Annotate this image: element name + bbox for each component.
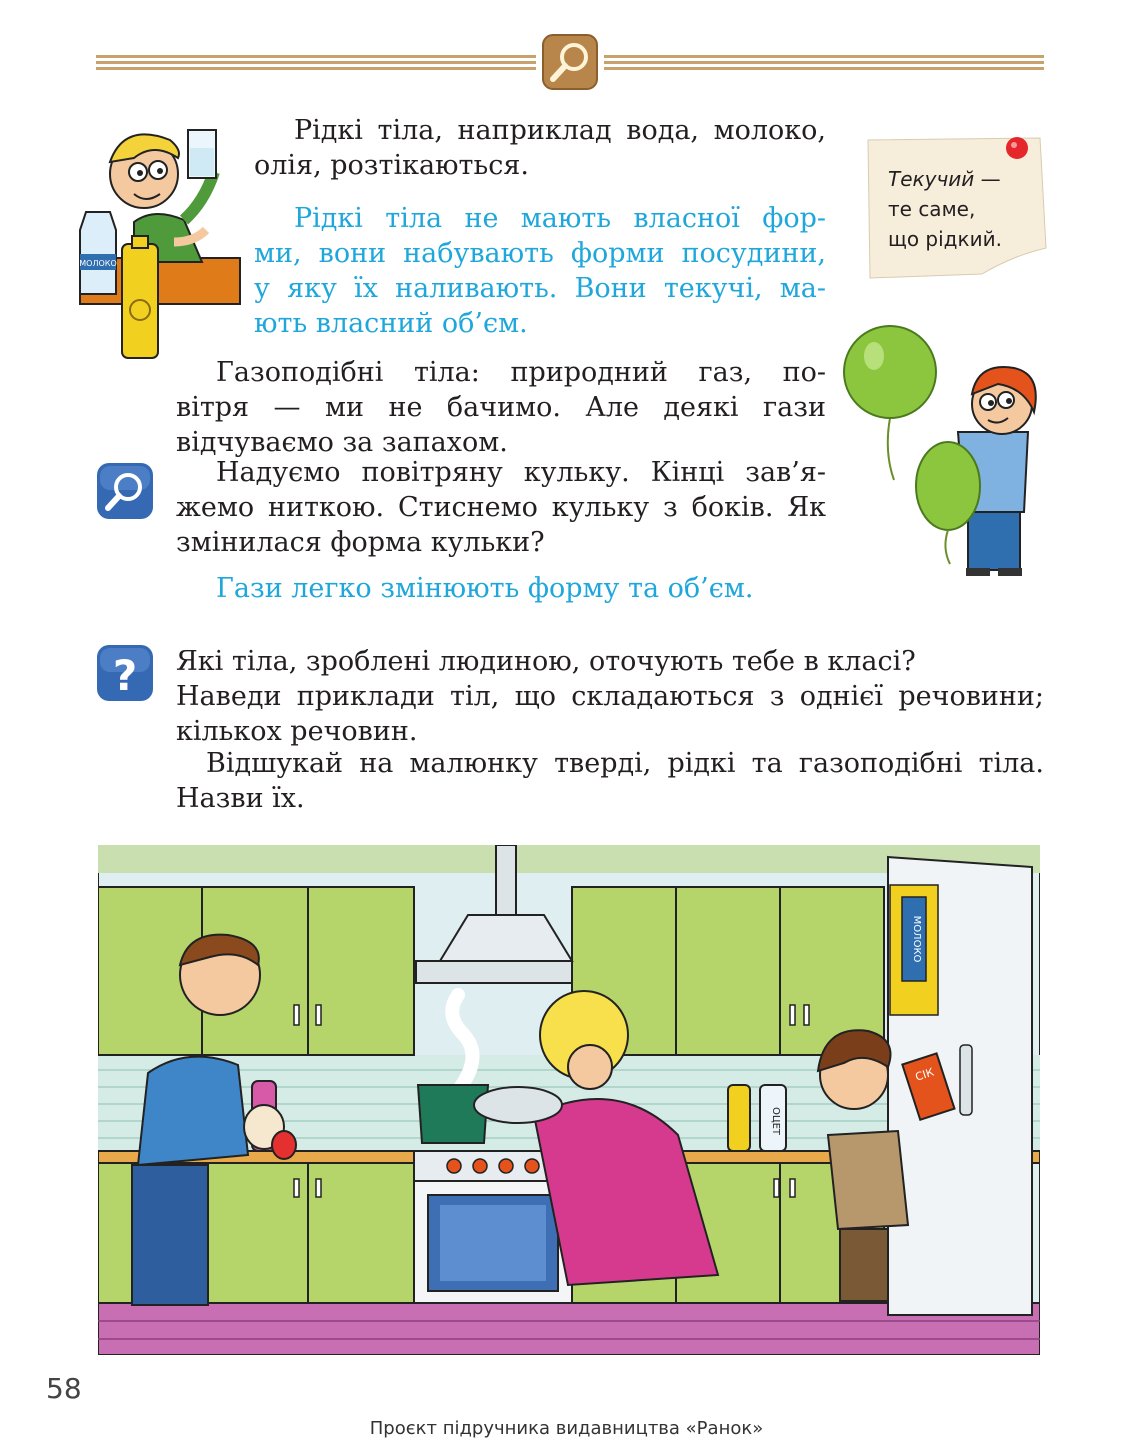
page-number: 58 [46, 1372, 82, 1405]
gases-rule: Гази легко змінюють форму та об’єм. [216, 573, 754, 604]
boy-with-liquids-illustration [74, 112, 242, 364]
liquids-examples-line-2: олія, розтікаються. [254, 150, 529, 181]
magnifier-icon [541, 33, 599, 91]
note-term: Текучий [888, 167, 975, 191]
liquids-rule-paragraph [254, 201, 826, 341]
experiment-line-1: Надуємо повітряну кульку. Кінці зав’я- [216, 457, 826, 488]
liquids-rule-line-2: ми, вони набувають форми посудини, [254, 238, 826, 269]
experiment-line-3: змінилася форма кульки? [176, 527, 545, 558]
footer-text: Проєкт підручника видавництва «Ранок» [369, 1418, 764, 1439]
question-2-paragraph [176, 746, 1044, 816]
question-mark-icon [96, 644, 154, 702]
gases-examples-line-3: відчуваємо за запахом. [176, 427, 508, 458]
vinegar-label: ОЦЕТ [770, 1106, 781, 1136]
question-2-line-1: Відшукай на малюнку тверді, рідкі та газоподібні тіла. [206, 748, 1044, 779]
liquids-examples-line-1: Рідкі тіла, наприклад вода, молоко, [294, 115, 826, 146]
milk-label: МОЛОКО [79, 259, 117, 268]
experiment-magnifier-icon [96, 462, 154, 520]
liquids-rule-line-4: ють власний об’єм. [254, 308, 528, 339]
experiment-line-2: жемо ниткою. Стиснемо кульку з боків. Як [176, 492, 826, 523]
gases-examples-line-1: Газоподібні тіла: природний газ, по- [216, 357, 826, 388]
gases-examples-paragraph [176, 355, 826, 460]
question-1-line-3: кількох речовин. [176, 716, 418, 747]
svg-text:?: ? [112, 651, 138, 700]
question-1-line-1: Які тіла, зроблені людиною, оточують тебе в класі? [176, 646, 916, 677]
liquids-rule-line-1: Рідкі тіла не мають власної фор- [294, 203, 826, 234]
experiment-paragraph [176, 455, 826, 560]
question-1-line-2: Наведи приклади тіл, що складаються з однієї речовини; [176, 681, 1044, 712]
boy-with-balloons-illustration [838, 322, 1068, 582]
question-2-line-2: Назви їх. [176, 783, 305, 814]
liquids-examples-paragraph [254, 113, 826, 183]
note-dash: — [974, 167, 1001, 191]
gases-examples-line-2: вітря — ми не бачимо. Але деякі гази [176, 392, 826, 423]
juice-label: СІК [913, 1065, 936, 1084]
liquids-rule-line-3: у яку їх наливають. Вони текучі, ма- [254, 273, 826, 304]
sticky-note [862, 136, 1048, 282]
question-1-paragraph [176, 644, 1044, 749]
note-line-3: що рідкий. [888, 227, 1002, 251]
fridge-milk-label: МОЛОКО [911, 915, 922, 963]
kitchen-illustration [98, 845, 1040, 1355]
note-line-2: те саме, [888, 197, 976, 221]
